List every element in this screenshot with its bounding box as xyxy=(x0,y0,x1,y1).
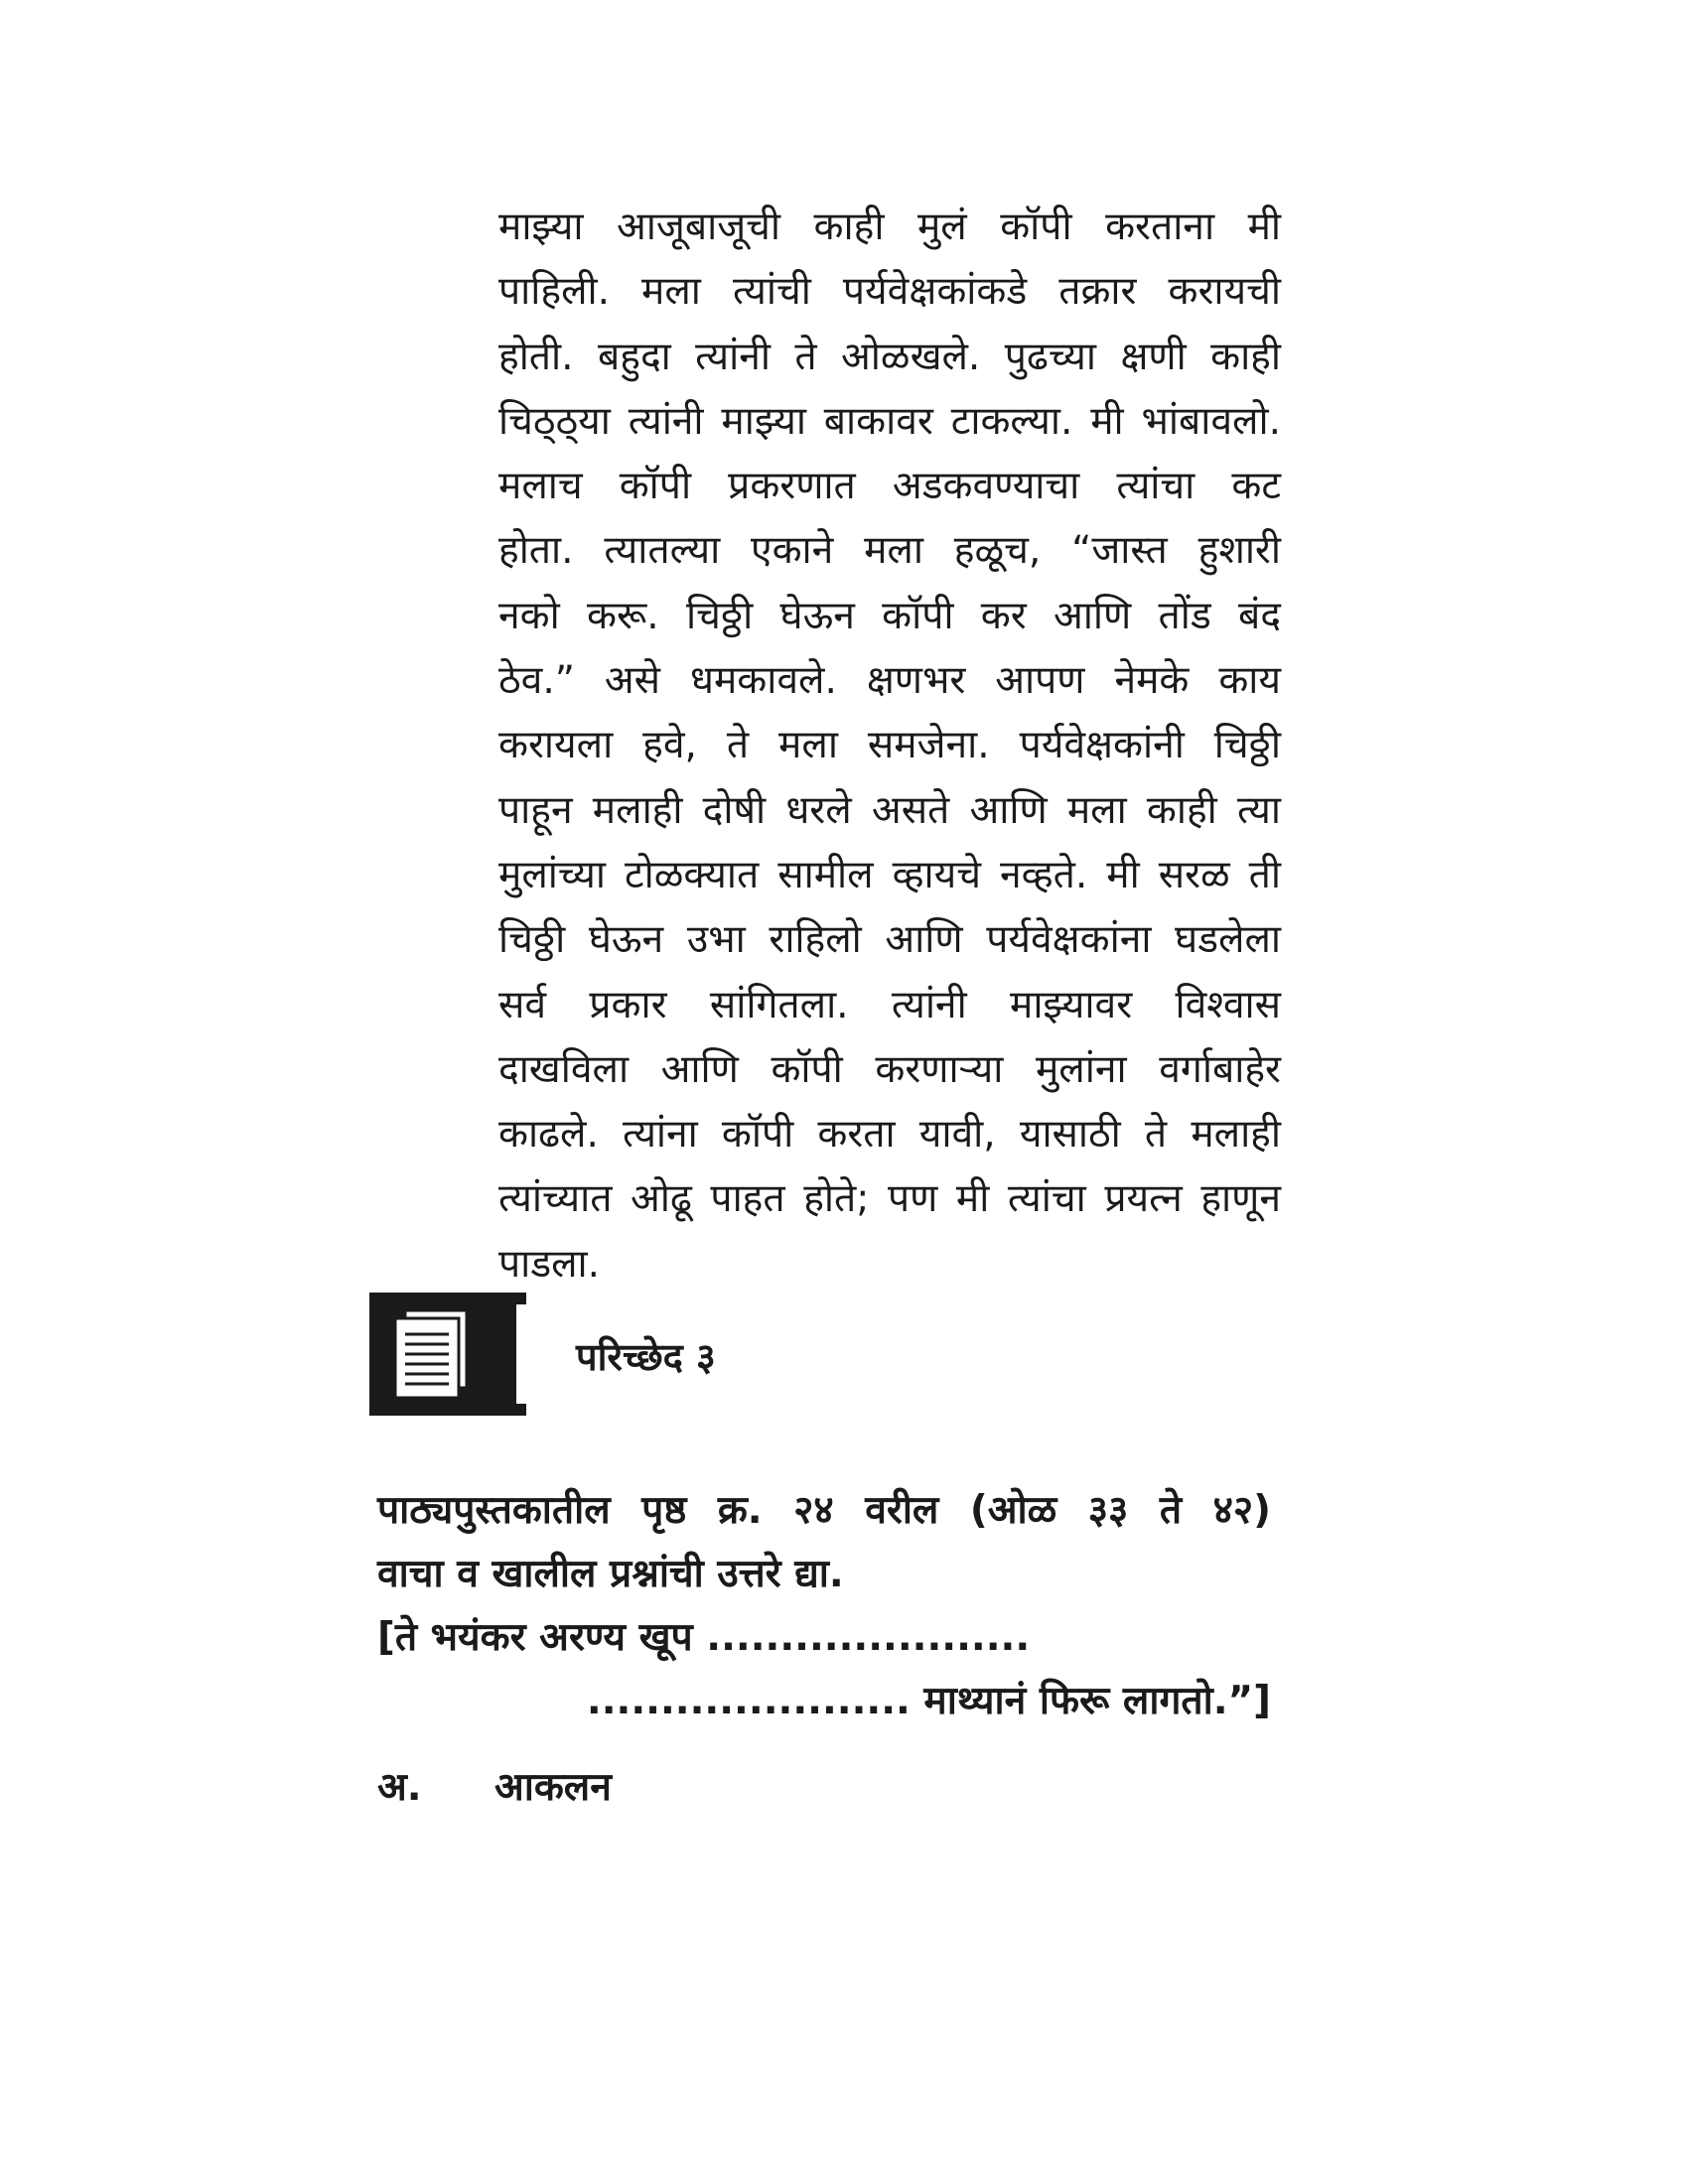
passage-line: काढले. त्यांना कॉपी करता यावी, यासाठी ते मलाही xyxy=(498,1112,1281,1158)
passage-line: पाहिली. मला त्यांची पर्यवेक्षकांकडे तक्रार करायची xyxy=(498,269,1281,315)
passage-line: होता. त्यातल्या एकाने मला हळूच, “जास्त हुशारी xyxy=(498,528,1281,574)
passage-line: माझ्या आजूबाजूची काही मुलं कॉपी करताना मी xyxy=(498,205,1281,249)
question-heading xyxy=(377,1759,612,1812)
section-title: परिच्छेद ३ xyxy=(576,1335,716,1379)
excerpt-start: [ते भयंकर अरण्य खूप ...................... xyxy=(377,1615,1031,1660)
passage-line: पाहून मलाही दोषी धरले असते आणि मला काही त्या xyxy=(498,787,1281,833)
passage-line: चिठ्ठी घेऊन उभा राहिलो आणि पर्यवेक्षकांना घडलेला xyxy=(498,917,1281,963)
passage-line: करायला हवे, ते मला समजेना. पर्यवेक्षकांनी चिठ्ठी xyxy=(498,723,1281,768)
passage-line: मुलांच्या टोळक्यात सामील व्हायचे नव्हते. मी सरळ ती xyxy=(498,852,1281,897)
passage-line: नको करू. चिठ्ठी घेऊन कॉपी कर आणि तोंड बंद xyxy=(498,593,1281,638)
passage-line: चिठ्ठ्या त्यांनी माझ्या बाकावर टाकल्या. मी भांबावलो. xyxy=(498,398,1281,444)
passage-text xyxy=(498,195,1281,1297)
instructions xyxy=(377,1479,1271,1733)
instruction-line-2: वाचा व खालील प्रश्नांची उत्तरे द्या. xyxy=(377,1552,844,1596)
passage-line: होती. बहुदा त्यांनी ते ओळखले. पुढच्या क्षणी काही xyxy=(498,334,1281,379)
passage-line: सर्व प्रकार सांगितला. त्यांनी माझ्यावर विश्वास xyxy=(498,982,1281,1027)
passage-line: पाडला. xyxy=(498,1241,601,1287)
question-label: अ. xyxy=(377,1765,422,1810)
document-stack-icon xyxy=(369,1293,516,1416)
passage-line: ठेव.” असे धमकावले. क्षणभर आपण नेमके काय xyxy=(498,658,1281,704)
instruction-line-1: पाठ्यपुस्तकातील पृष्ठ क्र. २४ वरील (ओळ ३३ ते ४२) xyxy=(377,1488,1271,1533)
passage-line: त्यांच्यात ओढू पाहत होते; पण मी त्यांचा प्रयत्न हाणून xyxy=(498,1176,1281,1222)
passage-line: दाखविला आणि कॉपी करणाऱ्या मुलांना वर्गाबाहेर xyxy=(498,1046,1281,1092)
excerpt-end: ...................... माथ्यानं फिरू लागतो.”] xyxy=(586,1679,1271,1723)
question-title: आकलन xyxy=(494,1765,612,1810)
passage-line: मलाच कॉपी प्रकरणात अडकवण्याचा त्यांचा कट xyxy=(498,464,1281,509)
